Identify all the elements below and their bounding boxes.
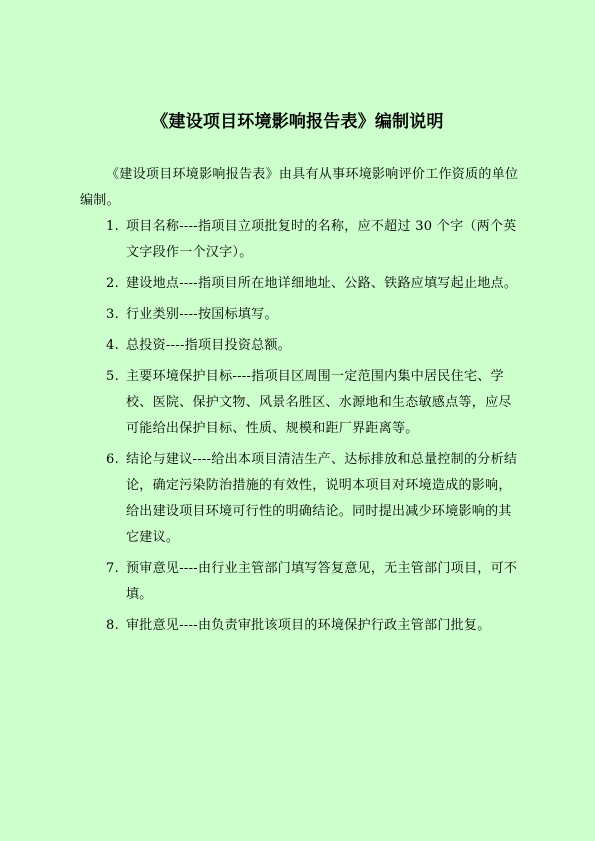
item-number: 6. [106, 452, 120, 467]
list-item [106, 613, 520, 639]
item-text: 结论与建议----给出本项目清洁生产、达标排放和总量控制的分析结论，确定污染防治措施的有效性，说明本项目对环境造成的影响，给出建设项目环境可行性的明确结论。同时提出减少环境影响的其它建议。 [126, 452, 518, 545]
item-text: 主要环境保护目标----指项目区周围一定范围内集中居民住宅、学校、医院、保护文物、风景名胜区、水源地和生态敏感点等，应尽可能给出保护目标、性质、规模和距厂界距离等。 [126, 369, 512, 436]
list-item [106, 302, 520, 328]
item-text: 审批意见----由负责审批该项目的环境保护行政主管部门批复。 [126, 618, 491, 633]
list-item [106, 556, 520, 608]
item-number: 1. [106, 219, 120, 234]
item-text: 预审意见----由行业主管部门填写答复意见，无主管部门项目，可不填。 [126, 561, 518, 602]
item-number: 4. [106, 338, 120, 353]
item-number: 5. [106, 369, 120, 384]
item-text: 总投资----指项目投资总额。 [126, 338, 292, 353]
item-number: 8. [106, 618, 120, 633]
list-item [106, 214, 520, 266]
page-title: 《建设项目环境影响报告表》编制说明 [151, 112, 444, 132]
item-number: 7. [106, 561, 120, 576]
item-number: 3. [106, 307, 120, 322]
list-item [106, 333, 520, 359]
intro-paragraph: 《建设项目环境影响报告表》由具有从事环境影响评价工作资质的单位编制。 [80, 167, 519, 208]
item-text: 项目名称----指项目立项批复时的名称，应不超过 30 个字（两个英文字段作一个汉字）。 [126, 219, 517, 260]
item-number: 2. [106, 276, 120, 291]
instruction-list [106, 214, 520, 644]
item-text: 行业类别----按国标填写。 [126, 307, 278, 322]
list-item [106, 271, 520, 297]
list-item [106, 364, 520, 442]
list-item [106, 447, 520, 551]
item-text: 建设地点----指项目所在地详细地址、公路、铁路应填写起止地点。 [126, 276, 518, 291]
